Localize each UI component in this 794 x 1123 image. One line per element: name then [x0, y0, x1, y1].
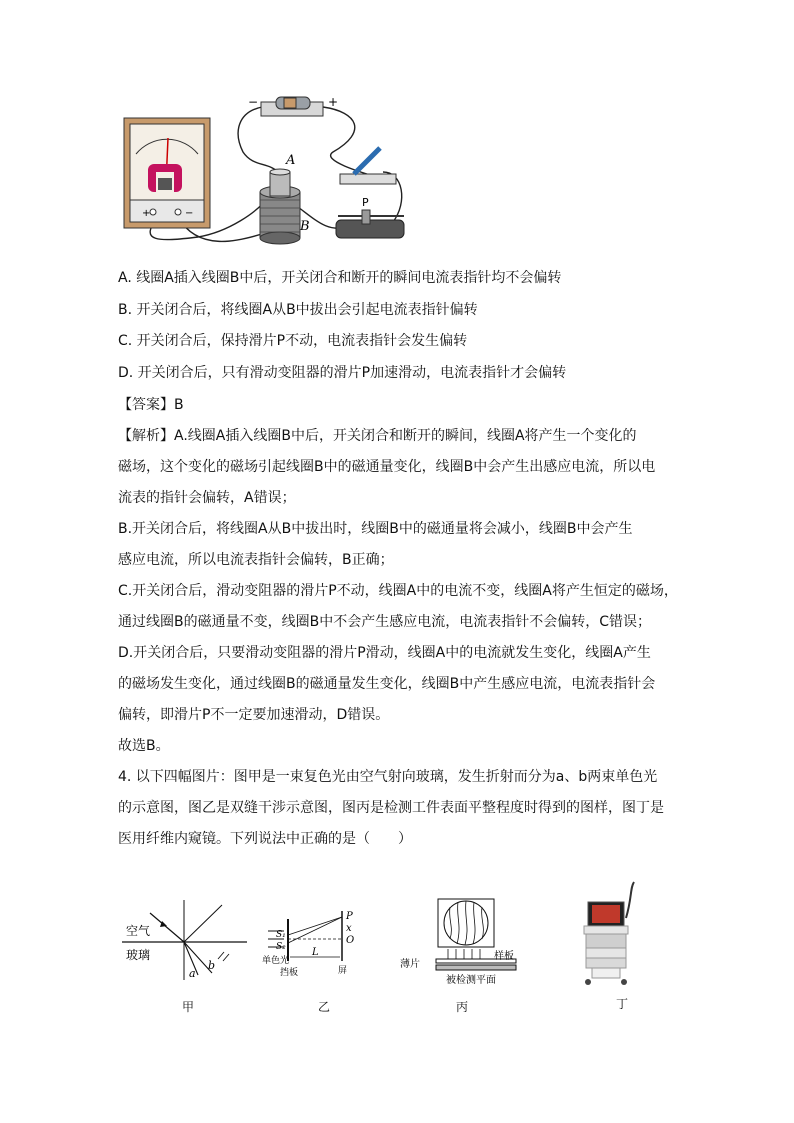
- answer: 【答案】B: [118, 397, 184, 413]
- analysis-line: C.开关闭合后，滑动变阻器的滑片P不动，线圈A中的电流不变，线圈A将产生恒定的磁场，: [118, 583, 678, 599]
- analysis-line: 磁场，这个变化的磁场引起线圈B中的磁通量变化，线圈B中会产生出感应电流，所以电: [118, 459, 656, 475]
- electromagnetic-induction-apparatus: [118, 92, 418, 252]
- svg-text:O: O: [346, 935, 355, 946]
- svg-text:被检测平面: 被检测平面: [446, 975, 496, 986]
- question-4-line: 的示意图，图乙是双缝干涉示意图，图丙是检测工件表面平整程度时得到的图样，图丁是: [118, 800, 664, 816]
- svg-text:−: −: [185, 208, 194, 219]
- option-d: D. 开关闭合后，只有滑动变阻器的滑片P加速滑动，电流表指针才会偏转: [118, 365, 567, 381]
- analysis-line: 流表的指针会偏转，A错误；: [118, 490, 296, 506]
- svg-text:B: B: [300, 219, 310, 234]
- figure-caption-bing: 丙: [455, 1000, 468, 1014]
- svg-text:空气: 空气: [126, 924, 151, 938]
- svg-text:单色光: 单色光: [262, 956, 290, 966]
- svg-text:玻璃: 玻璃: [126, 948, 151, 962]
- analysis-line: D.开关闭合后，只要滑动变阻器的滑片P滑动，线圈A中的电流就发生变化，线圈A产生: [118, 645, 651, 661]
- refraction-diagram: [122, 895, 252, 985]
- svg-text:x: x: [346, 923, 352, 934]
- svg-text:屏: 屏: [338, 966, 348, 976]
- option-b: B. 开关闭合后，将线圈A从B中拔出会引起电流表指针偏转: [118, 302, 478, 318]
- option-a: A. 线圈A插入线圈B中后，开关闭合和断开的瞬间电流表指针均不会偏转: [118, 270, 562, 286]
- analysis-line: 偏转，即滑片P不一定要加速滑动，D错误。: [118, 707, 390, 723]
- svg-text:L: L: [312, 947, 319, 958]
- analysis-line: 故选B。: [118, 738, 170, 754]
- svg-text:S₁: S₁: [276, 930, 286, 940]
- svg-text:P: P: [362, 196, 369, 209]
- switch: [340, 148, 396, 184]
- option-c: C. 开关闭合后，保持滑片P不动，电流表指针会发生偏转: [118, 333, 468, 349]
- question-4-line: 4. 以下四幅图片：图甲是一束复色光由空气射向玻璃，发生折射而分为a、b两束单色光: [118, 769, 658, 785]
- flatness-test-diagram: [398, 895, 530, 990]
- galvanometer: [124, 118, 210, 228]
- svg-text:S₂: S₂: [276, 942, 286, 952]
- svg-text:−: −: [248, 95, 259, 109]
- figure-caption-yi: 乙: [317, 1000, 330, 1014]
- question-4-line: 医用纤维内窥镜。下列说法中正确的是（ ）: [118, 831, 412, 847]
- double-slit-diagram: [262, 905, 382, 985]
- rheostat: [336, 210, 404, 238]
- endoscope-cart-image: [572, 878, 642, 990]
- svg-text:样板: 样板: [494, 951, 514, 962]
- svg-text:A: A: [286, 153, 296, 168]
- svg-text:+: +: [328, 95, 339, 109]
- analysis-line: 【解析】A.线圈A插入线圈B中后，开关闭合和断开的瞬间，线圈A将产生一个变化的: [118, 428, 637, 444]
- svg-text:b: b: [208, 959, 216, 972]
- svg-text:P: P: [346, 911, 353, 922]
- analysis-line: B.开关闭合后，将线圈A从B中拔出时，线圈B中的磁通量将会减小，线圈B中会产生: [118, 521, 633, 537]
- analysis-line: 的磁场发生变化，通过线圈B的磁通量发生变化，线圈B中产生感应电流，电流表指针会: [118, 676, 656, 692]
- coil-a: [270, 169, 290, 196]
- figure-caption-ding: 丁: [615, 997, 628, 1011]
- battery: [261, 97, 323, 116]
- analysis-line: 感应电流，所以电流表指针会偏转，B正确；: [118, 552, 394, 568]
- svg-text:+: +: [142, 208, 151, 219]
- svg-text:a: a: [189, 967, 196, 980]
- analysis-line: 通过线圈B的磁通量不变，线圈B中不会产生感应电流，电流表指针不会偏转，C错误；: [118, 614, 651, 630]
- figure-caption-jia: 甲: [181, 1000, 194, 1014]
- svg-text:薄片: 薄片: [400, 959, 420, 970]
- svg-text:挡板: 挡板: [280, 968, 299, 978]
